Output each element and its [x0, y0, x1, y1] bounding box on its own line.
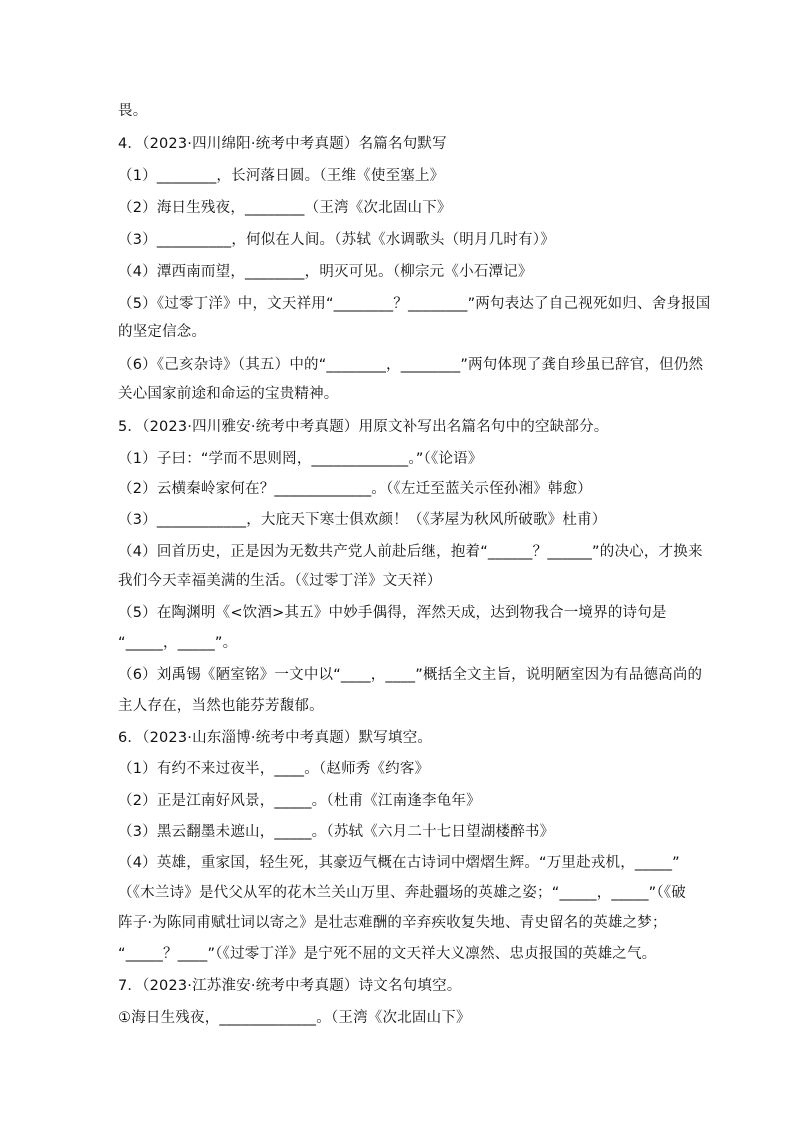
question-5-heading: 5．（2023·四川雅安·统考中考真题）用原文补写出名篇名句中的空缺部分。 [118, 419, 609, 435]
text-line: （6）《己亥杂诗》（其五）中的“________，________”两句体现了龚自珍虽已辞官，但仍然 [118, 357, 704, 373]
text-line: （1）子曰：“学而不思则罔，_____________。”（《论语》 [118, 451, 483, 467]
text-line: 畏。 [118, 103, 148, 119]
text-line: （4）潭西南而望，________，明灭可见。（柳宗元《小石潭记》 [118, 264, 533, 280]
question-4-heading: 4．（2023·四川绵阳·统考中考真题）名篇名句默写 [118, 136, 447, 152]
text-line: （2）海日生残夜，________（王湾《次北固山下》 [118, 200, 452, 216]
text-line: （2）云横秦岭家何在？_____________。（《左迁至蓝关示侄孙湘》韩愈） [118, 481, 592, 497]
text-line: （4）回首历史，正是因为无数共产党人前赴后继，抱着“______？______”的决心，才换来 [118, 544, 703, 560]
text-line: “_____，_____”。 [118, 635, 238, 651]
text-line: ①海日生残夜，_____________。（王湾《次北固山下》 [118, 1010, 471, 1026]
text-line: （3）黑云翻墨未遮山，_____。（苏轼《六月二十七日望湖楼醉书》 [118, 824, 555, 840]
text-line: （《木兰诗》是代父从军的花木兰关山万里、奔赴疆场的英雄之姿；“_____，_____”（《破 [118, 885, 686, 901]
text-line: （3）____________，大庇天下寒士俱欢颜！（《茅屋为秋风所破歌》杜甫） [118, 512, 607, 528]
text-line: （5）在陶渊明《<饮酒>其五》中妙手偶得，浑然天成，达到物我合一境界的诗句是 [118, 605, 667, 621]
question-7-heading: 7．（2023·江苏淮安·统考中考真题）诗文名句填空。 [118, 978, 462, 994]
question-6-heading: 6．（2023·山东淄博·统考中考真题）默写填空。 [118, 730, 433, 746]
text-line: 我们今天幸福美满的生活。（《过零丁洋》文天祥） [118, 573, 442, 589]
text-line: （1）有约不来过夜半，____。（赵师秀《约客》 [118, 761, 430, 777]
text-line: 的坚定信念。 [118, 324, 207, 340]
text-line: 主人存在，当然也能芬芳馥郁。 [118, 698, 324, 714]
text-line: 阵子·为陈同甫赋壮词以寄之》是壮志难酬的辛弃疾收复失地、青史留名的英雄之梦； [118, 915, 667, 931]
text-line: （2）正是江南好风景，_____。（杜甫《江南逢李龟年》 [118, 793, 481, 809]
text-line: （1）________，长河落日圆。（王维《使至塞上》 [118, 168, 445, 184]
text-line: （3）__________，何似在人间。（苏轼《水调歌头（明月几时有）》 [118, 232, 555, 248]
text-line: （5）《过零丁洋》中，文天祥用“________？________”两句表达了自己视死如归、舍身报国 [118, 296, 711, 312]
text-line: 关心国家前途和命运的宝贵精神。 [118, 386, 339, 402]
text-line: （6）刘禹锡《陋室铭》一文中以“____，____”概括全文主旨，说明陋室因为有品德高尚的 [118, 667, 703, 683]
text-line: “_____？____”（《过零丁洋》是宁死不屈的文天祥大义凛然、忠贞报国的英雄之气。 [118, 946, 657, 962]
text-line: （4）英雄，重家国，轻生死，其豪迈气概在古诗词中熠熠生辉。“万里赴戎机，_____” [118, 855, 680, 871]
